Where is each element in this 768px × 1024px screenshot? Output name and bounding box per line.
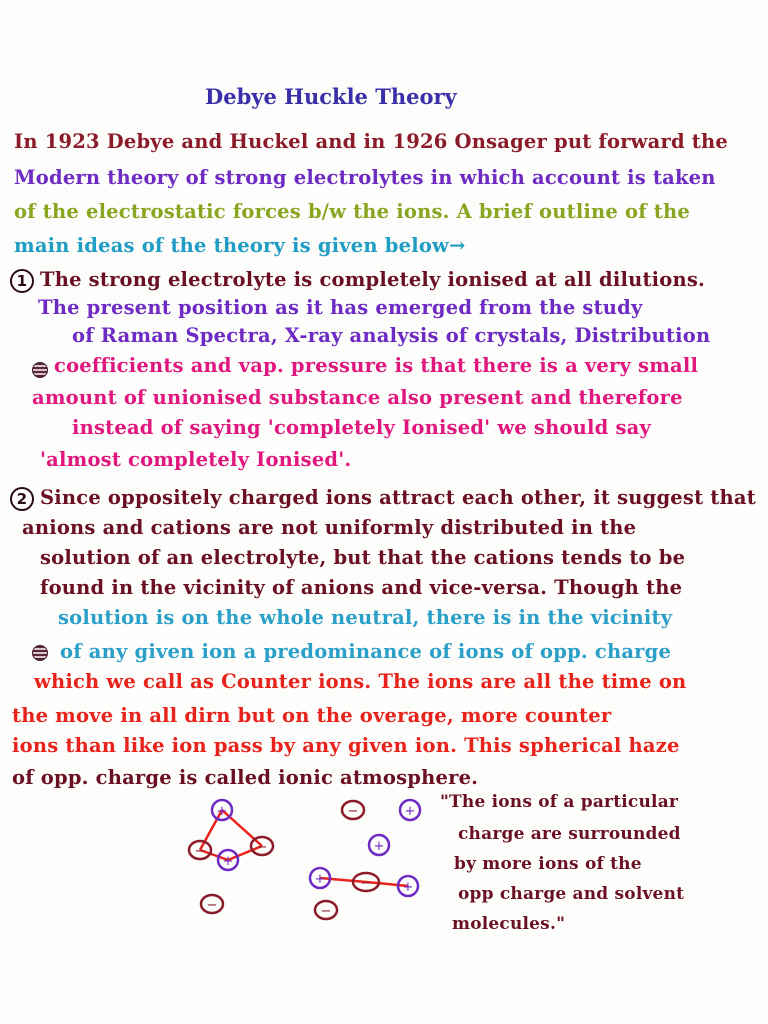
svg-text:−: − — [256, 840, 268, 855]
anion-ion — [315, 901, 337, 919]
quote-line-3: by more ions of the — [454, 854, 642, 874]
point-2-line-7: which we call as Counter ions. The ions are all the time on — [34, 670, 687, 693]
point-1-line-4: coefficients and vap. pressure is that there is a very small — [54, 354, 699, 377]
svg-text:−: − — [320, 904, 332, 919]
point-2-line-9: ions than like ion pass by any given ion. This spherical haze — [12, 734, 680, 757]
bond-line — [320, 878, 366, 882]
intro-line-4: main ideas of the theory is given below→ — [14, 234, 466, 257]
svg-text:+: + — [216, 804, 228, 819]
intro-line-1: In 1923 Debye and Huckel and in 1926 Onsager put forward the — [14, 130, 728, 153]
svg-text:−: − — [347, 804, 359, 819]
point-2-line-3: solution of an electrolyte, but that the cations tends to be — [40, 546, 686, 569]
point-1-line-5: amount of unionised substance also present and therefore — [32, 386, 683, 409]
svg-text:+: + — [404, 804, 416, 819]
intro-line-2: Modern theory of strong electrolytes in which account is taken — [14, 166, 716, 189]
point-1-line-2: The present position as it has emerged from the study — [38, 296, 643, 319]
svg-text:+: + — [373, 839, 385, 854]
anion-ion — [201, 895, 223, 913]
quote-line-2: charge are surrounded — [458, 824, 681, 844]
point-1-line-7: 'almost completely Ionised'. — [40, 448, 352, 471]
point-2-line-6: of any given ion a predominance of ions of opp. charge — [60, 640, 672, 663]
svg-text:+: + — [222, 854, 234, 869]
point-2-number: 2 — [10, 487, 34, 511]
point-1-text-1: The strong electrolyte is completely ionised at all dilutions. — [40, 268, 706, 291]
quote-line-1: "The ions of a particular — [440, 792, 679, 812]
cation-ion — [400, 800, 420, 820]
svg-text:−: − — [194, 844, 206, 859]
point-1-number: 1 — [10, 269, 34, 293]
anion-ion — [189, 841, 211, 859]
point-1-line-3: of Raman Spectra, X-ray analysis of crystals, Distribution — [72, 324, 711, 347]
point-2-line-5: solution is on the whole neutral, there is in the vicinity — [58, 606, 673, 629]
svg-text:+: + — [314, 872, 326, 887]
point-2-text-4: found in the vicinity of anions and vice-versa. Though the — [40, 576, 683, 599]
anion-ion — [342, 801, 364, 819]
cation-ion — [218, 850, 238, 870]
cation-ion — [369, 835, 389, 855]
point-2-line-2: anions and cations are not uniformly distributed in the — [22, 516, 637, 539]
point-2-text-1: Since oppositely charged ions attract each other, it suggest that — [40, 486, 756, 509]
intro-line-3: of the electrostatic forces b/w the ions. A brief outline of the — [14, 200, 690, 223]
page-title: Debye Huckle Theory — [205, 84, 457, 109]
svg-text:−: − — [206, 898, 218, 913]
point-2-line-10: of opp. charge is called ionic atmosphere. — [12, 766, 479, 789]
cation-ion — [212, 800, 232, 820]
anion-ion — [251, 837, 273, 855]
quote-line-5: molecules." — [452, 914, 566, 934]
svg-text:−: − — [360, 876, 372, 891]
quote-line-4: opp charge and solvent — [458, 884, 685, 904]
point-2-line-8: the move in all dirn but on the overage, more counter — [12, 704, 612, 727]
point-1-line-6: instead of saying 'completely Ionised' we should say — [72, 416, 652, 439]
svg-text:+: + — [402, 880, 414, 895]
